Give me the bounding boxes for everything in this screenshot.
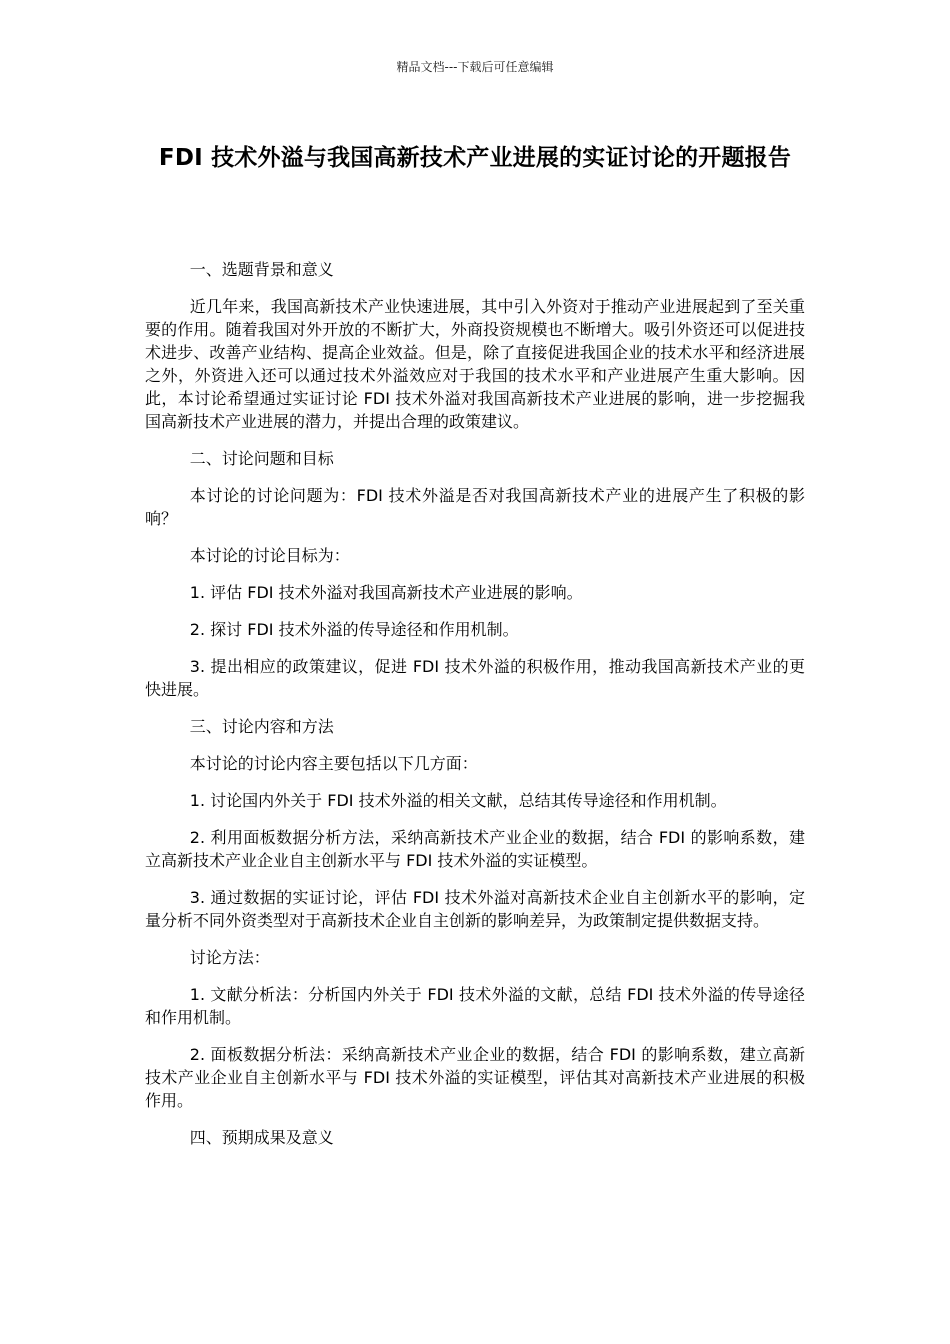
list-item-content-1: 1. 讨论国内外关于 FDI 技术外溢的相关文献，总结其传导途径和作用机制。 — [189, 791, 727, 810]
header-note: 精品文档---下载后可任意编辑 — [396, 60, 554, 74]
list-item-goal-2: 2. 探讨 FDI 技术外溢的传导途径和作用机制。 — [189, 620, 519, 639]
paragraph-research-goal-intro: 本讨论的讨论目标为： — [189, 546, 350, 565]
paragraph-content-intro: 本讨论的讨论内容主要包括以下几方面： — [189, 754, 478, 773]
document-body — [145, 258, 805, 1163]
paragraph-method-intro: 讨论方法： — [189, 948, 270, 967]
section-heading-1: 一、选题背景和意义 — [189, 260, 334, 279]
list-item-goal-3: 3. 提出相应的政策建议，促进 FDI 技术外溢的积极作用，推动我国高新技术产业的更快进展。 — [145, 657, 805, 699]
list-item-method-2: 2. 面板数据分析法：采纳高新技术产业企业的数据，结合 FDI 的影响系数，建立高新技术产业企业自主创新水平与 FDI 技术外溢的实证模型，评估其对高新技术产业进展的积极作用。 — [145, 1045, 805, 1110]
document-title: FDI 技术外溢与我国高新技术产业进展的实证讨论的开题报告 — [158, 145, 792, 171]
list-item-content-3: 3. 通过数据的实证讨论，评估 FDI 技术外溢对高新技术企业自主创新水平的影响，定量分析不同外资类型对于高新技术企业自主创新的影响差异，为政策制定提供数据支持。 — [145, 888, 805, 930]
section-heading-4: 四、预期成果及意义 — [189, 1128, 334, 1147]
section-heading-2: 二、讨论问题和目标 — [189, 449, 334, 468]
paragraph-background: 近几年来，我国高新技术产业快速进展，其中引入外资对于推动产业进展起到了至关重要的作用。随着我国对外开放的不断扩大，外商投资规模也不断增大。吸引外资还可以促进技术进步、改善产业结构、提高企业效益。但是，除了直接促进我国企业的技术水平和经济进展之外，外资进入还可以通过技术外溢效应对于我国的技术水平和产业进展产生重大影响。因此，本讨论希望通过实证讨论 FDI 技术外溢对我国高新技术产业进展的影响，进一步挖掘我国高新技术产业进展的潜力，并提出合理的政策建议。 — [145, 297, 805, 431]
paragraph-research-question: 本讨论的讨论问题为：FDI 技术外溢是否对我国高新技术产业的进展产生了积极的影响？ — [145, 486, 805, 528]
section-heading-3: 三、讨论内容和方法 — [189, 717, 334, 736]
list-item-content-2: 2. 利用面板数据分析方法，采纳高新技术产业企业的数据，结合 FDI 的影响系数，建立高新技术产业企业自主创新水平与 FDI 技术外溢的实证模型。 — [145, 828, 805, 870]
list-item-goal-1: 1. 评估 FDI 技术外溢对我国高新技术产业进展的影响。 — [189, 583, 583, 602]
list-item-method-1: 1. 文献分析法：分析国内外关于 FDI 技术外溢的文献，总结 FDI 技术外溢的传导途径和作用机制。 — [145, 985, 805, 1027]
